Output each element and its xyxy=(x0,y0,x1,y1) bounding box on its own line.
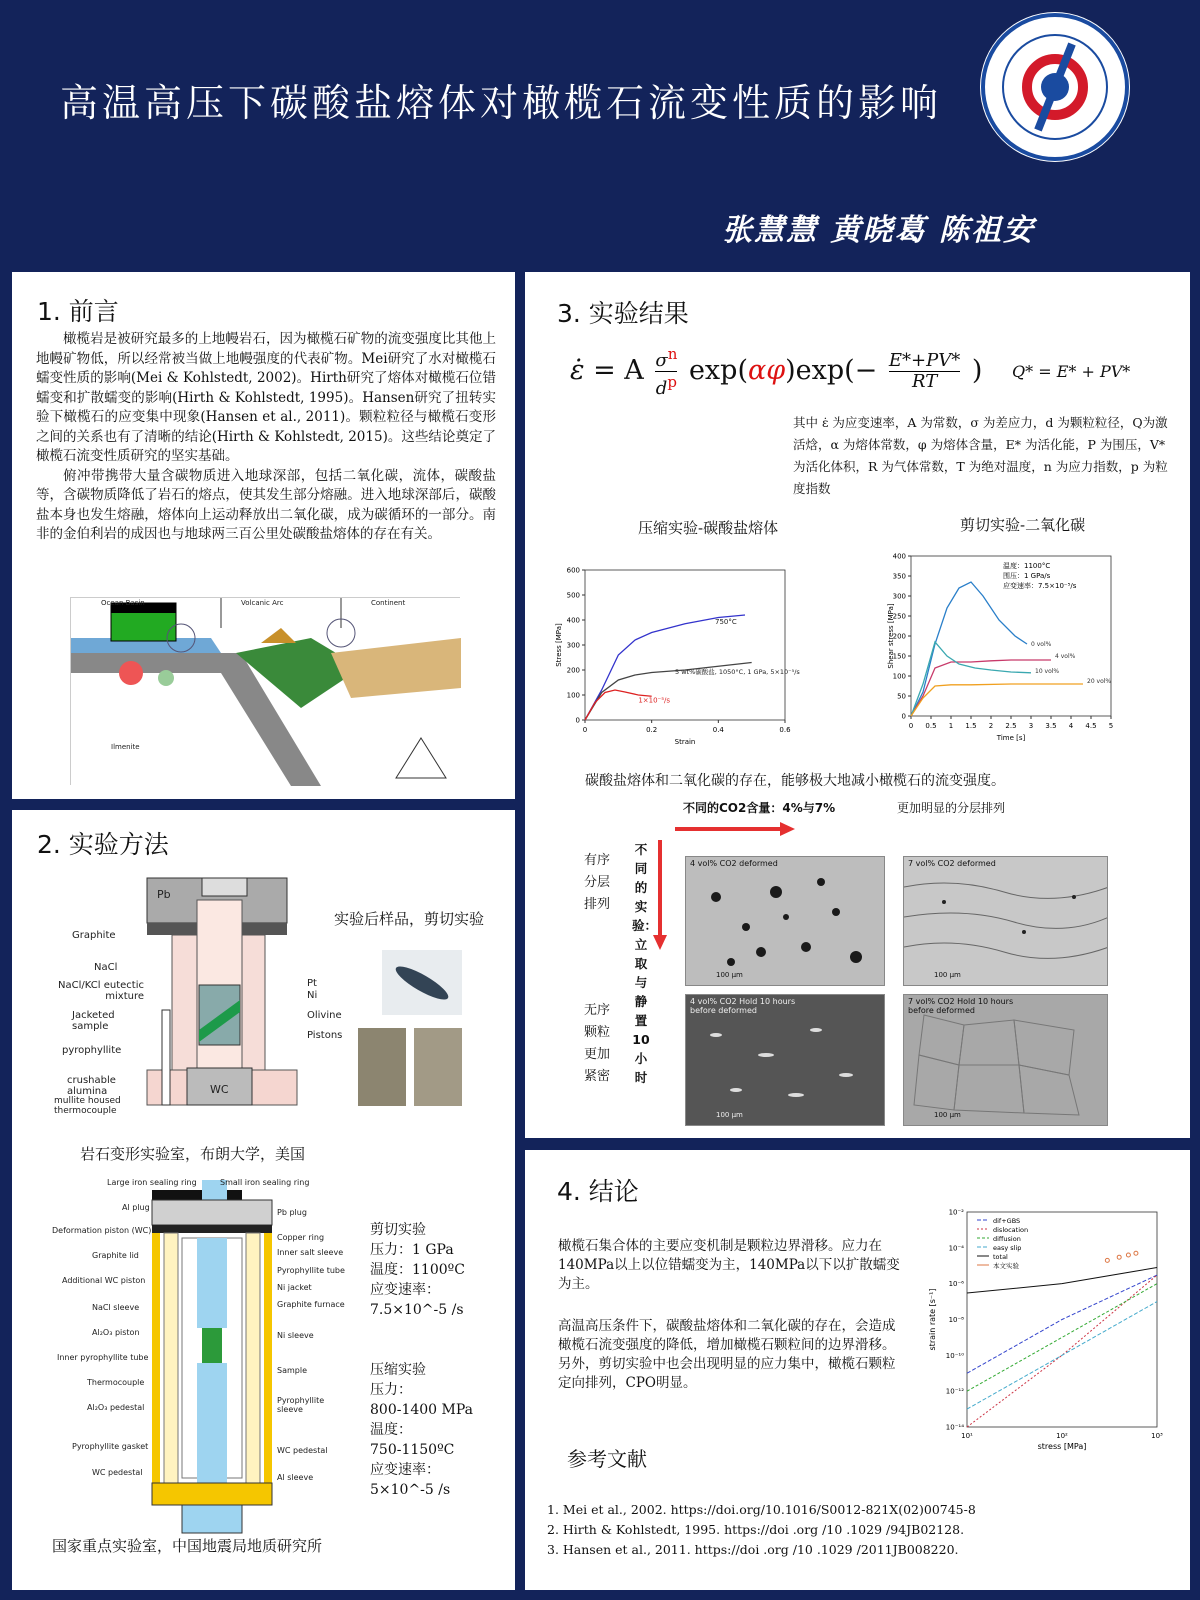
shear-line-2: 温度：1100ºC xyxy=(370,1262,465,1278)
compress-line-5: 应变速率： xyxy=(370,1462,440,1478)
assembly2-label-13: Pb plug xyxy=(277,1208,307,1217)
y-tick-label: 10⁻⁶ xyxy=(948,1280,964,1289)
x-tick-label: 4 xyxy=(1068,722,1074,730)
series-line-1 xyxy=(967,1275,1157,1427)
data-point-2 xyxy=(1126,1253,1130,1257)
activation-equation: Q* = E* + PV* xyxy=(1012,362,1131,381)
shear-line-1: 压力：1 GPa xyxy=(370,1242,454,1258)
sample-caption: 实验后样品，剪切实验 xyxy=(334,910,485,928)
plot-frame xyxy=(585,570,785,720)
y-axis-label: Shear stress [MPa] xyxy=(887,603,895,669)
series-line-0 xyxy=(911,582,1027,716)
series-line-2 xyxy=(911,642,1031,716)
section-conclusion xyxy=(525,1150,1190,1590)
assembly2-label-2: Al plug xyxy=(122,1203,150,1212)
lab1-caption: 岩石变形实验室，布朗大学，美国 xyxy=(80,1145,306,1163)
y-tick-label: 400 xyxy=(566,616,580,625)
y-tick-label: 0 xyxy=(901,712,906,721)
assembly-label-pt: Pt xyxy=(307,978,317,989)
conclusion-paragraph-1: 橄榄石集合体的主要应变机制是颗粒边界滑移。应力在140MPa以上以位错蠕变为主，140MPa以下以扩散蠕变为主。 xyxy=(558,1238,900,1292)
compress-line-1: 压力： xyxy=(370,1382,412,1398)
assembly-label-pistons: Pistons xyxy=(307,1030,343,1041)
shear-stress-time-chart xyxy=(885,550,1145,750)
diagram-label-ilmenite: Ilmenite xyxy=(111,743,140,751)
y-tick-label: 10⁻¹⁴ xyxy=(945,1423,964,1432)
y-tick-label: 350 xyxy=(892,572,906,581)
assembly2-label-4: Graphite lid xyxy=(92,1251,139,1260)
assembly2-label-16: Pyrophyllite tube xyxy=(277,1266,345,1275)
x-tick-label: 2 xyxy=(988,722,994,730)
chart2-series-label-0: 0 vol% xyxy=(1031,641,1052,648)
data-point-0 xyxy=(1105,1258,1109,1262)
section4-heading: 4. 结论 xyxy=(557,1177,639,1206)
micro-scale-4: 100 µm xyxy=(934,1111,961,1119)
x-tick-label: 3.5 xyxy=(1045,722,1057,730)
y-tick-label: 150 xyxy=(892,652,906,661)
shear-conditions xyxy=(370,1220,465,1320)
y-tick-label: 300 xyxy=(892,592,906,601)
legend-label-3: easy slip xyxy=(993,1244,1022,1252)
vertical-arrow xyxy=(653,840,667,950)
y-tick-label: 10⁻⁴ xyxy=(948,1244,964,1253)
shear-assembly-diagram xyxy=(42,870,343,1116)
plot-frame xyxy=(911,556,1111,716)
y-tick-label: 200 xyxy=(892,632,906,641)
series-line-3 xyxy=(967,1302,1157,1410)
series-line-3 xyxy=(911,684,1083,716)
x-tick-label: 0.5 xyxy=(925,722,937,730)
series-annotation-carbonate: 5 wt%碳酸盐, 1050°C, 1 GPa, 5×10⁻⁵/s xyxy=(675,667,800,676)
assembly2-label-17: Ni jacket xyxy=(277,1283,312,1292)
micrograph-4vol-hold xyxy=(685,994,885,1126)
y-tick-label: 400 xyxy=(892,552,906,561)
equation-explanation: 其中 ε̇ 为应变速率，A 为常数，σ 为差应力，d 为颗粒粒径，Q为激活焓，α 为熔体常数，φ 为熔体含量，E* 为活化能，P 为围压，V* 为活化体积，R 为气体常数，T 为绝对温度，n 为应力指数，p 为粒度指数 xyxy=(793,415,1168,496)
assembly-label-thermocouple: mullite housed thermocouple xyxy=(54,1096,121,1116)
y-tick-label: 500 xyxy=(566,591,580,600)
assembly2-label-3: Deformation piston (WC) xyxy=(52,1226,152,1235)
x-tick-label: 2.5 xyxy=(1005,722,1017,730)
micro-scale-1: 100 µm xyxy=(716,971,743,979)
x-tick-label: 0.4 xyxy=(712,726,724,734)
assembly2-label-11: Pyrophyllite gasket xyxy=(72,1442,149,1451)
series-annotation-750: 750°C xyxy=(715,617,737,626)
assembly-label-olivine: Olivine xyxy=(307,1010,342,1021)
assembly-label-pyrophyllite: pyrophyllite xyxy=(62,1045,122,1056)
assembly-label-nacl: NaCl xyxy=(94,962,118,973)
x-tick-label: 0.2 xyxy=(646,726,658,734)
compress-line-3: 温度： xyxy=(370,1422,412,1438)
micro-scale-3: 100 µm xyxy=(716,1111,743,1119)
diagram-label-ocean-basin: Ocean Basin xyxy=(101,599,145,607)
micrograph-4vol-deformed xyxy=(685,856,885,986)
y-tick-label: 10⁻¹² xyxy=(945,1387,964,1396)
section-methods xyxy=(12,810,515,1590)
intro-paragraph-2: 俯冲带携带大量含碳物质进入地球深部，包括二氧化碳，流体，碳酸盐等，含碳物质降低了岩石的熔点，使其发生部分熔融。进入地球深部后，碳酸盐本身也发生熔融，熔体向上运动释放出二氧化碳，成为碳循环的一部分。南非的金伯利岩的成因也与地球两三百公里处碳酸盐熔体的存在有关。 xyxy=(36,467,496,542)
chart1-title: 压缩实验-碳酸盐熔体 xyxy=(638,519,779,537)
compress-line-6: 5×10^-5 /s xyxy=(370,1482,451,1498)
compression-conditions xyxy=(370,1360,473,1500)
assembly-label-wc: WC xyxy=(210,1083,229,1096)
assembly2-label-23: Al sleeve xyxy=(277,1473,314,1482)
compress-line-2: 800-1400 MPa xyxy=(370,1402,474,1418)
section-results xyxy=(525,272,1190,1138)
legend-label-5: 本文实验 xyxy=(993,1262,1019,1270)
assembly-label-alumina: crushable alumina xyxy=(67,1075,116,1097)
micrograph-7vol-hold xyxy=(903,994,1108,1126)
shear-line-3: 应变速率： xyxy=(370,1282,440,1298)
y-tick-label: 10⁻⁸ xyxy=(948,1316,964,1324)
co2-content-label: 不同的CO2含量：4%与7% xyxy=(683,801,836,815)
x-tick-label: 0 xyxy=(582,726,588,734)
data-point-3 xyxy=(1134,1251,1138,1255)
micro-label-3: 4 vol% CO2 Hold 10 hours before deformed xyxy=(690,997,796,1015)
x-tick-label: 1.5 xyxy=(965,722,977,730)
y-tick-label: 100 xyxy=(892,672,906,681)
sample-photo-3 xyxy=(414,1028,462,1106)
assembly-label-ni: Ni xyxy=(307,990,318,1001)
assembly2-label-7: Al₂O₃ piston xyxy=(92,1328,140,1337)
layering-label: 更加明显的分层排列 xyxy=(897,801,1006,815)
x-tick-label: 0 xyxy=(908,722,914,730)
series-annotation-rate: 1×10⁻⁵/s xyxy=(638,696,671,705)
x-axis-label: Strain xyxy=(674,738,696,746)
shear-line-0: 剪切实验 xyxy=(370,1222,426,1238)
assembly-label-eutectic: NaCl/KCl eutectic mixture xyxy=(58,980,144,1002)
ordered-layer-label: 有序分层排列 xyxy=(583,853,610,912)
experiment-type-label: 不同的实验：立取与静置10小时 xyxy=(632,842,658,1085)
x-tick-label: 3 xyxy=(1028,722,1034,730)
chart2-series-label-2: 10 vol% xyxy=(1035,667,1060,675)
y-tick-label: 300 xyxy=(566,641,580,650)
micro-label-2: 7 vol% CO2 deformed xyxy=(908,859,996,868)
section-introduction xyxy=(12,272,515,799)
y-tick-label: 0 xyxy=(575,716,580,725)
assembly2-label-18: Graphite furnace xyxy=(277,1300,345,1309)
series-line-4 xyxy=(967,1267,1157,1293)
results-summary: 碳酸盐熔体和二氧化碳的存在，能够极大地减小橄榄石的流变强度。 xyxy=(585,773,1005,789)
y-tick-label: 10⁻¹⁰ xyxy=(945,1351,964,1360)
chart2-legend-0: 温度：1100°C xyxy=(1003,562,1051,570)
sample-photo-1 xyxy=(382,950,462,1015)
y-tick-label: 50 xyxy=(897,692,906,701)
assembly2-label-20: Sample xyxy=(277,1366,307,1375)
assembly2-label-12: WC pedestal xyxy=(92,1468,143,1477)
assembly2-label-1: Small iron sealing ring xyxy=(220,1178,310,1187)
legend-label-4: total xyxy=(993,1253,1008,1261)
author-list: 张慧慧 黄晓葛 陈祖安 xyxy=(722,213,1035,248)
legend-label-2: diffusion xyxy=(993,1235,1021,1243)
assembly2-label-9: Thermocouple xyxy=(87,1378,145,1387)
chart2-series-label-1: 4 vol% xyxy=(1055,653,1076,660)
micro-scale-2: 100 µm xyxy=(934,971,961,979)
chart2-legend-1: 围压：1 GPa/s xyxy=(1003,572,1051,580)
y-tick-label: 200 xyxy=(566,666,580,675)
intro-text xyxy=(36,330,496,545)
sample-photo-2 xyxy=(358,1028,406,1106)
y-tick-label: 100 xyxy=(566,691,580,700)
intro-paragraph-1: 橄榄岩是被研究最多的上地幔岩石，因为橄榄石矿物的流变强度比其他上地幔矿物低，所以经常被当做上地幔强度的代表矿物。Mei研究了水对橄榄石蠕变性质的影响(Mei & Kohlstedt, 2002)。Hirth研究了熔体对橄榄石位错蠕变和扩散蠕变的影响(Hirth & Kohlstedt, 1995)。Hansen研究了扭转实验下橄榄石的应变集中现象(Hansen et al., 2011)。颗粒粒径与橄榄石变形之间的关系也有了清晰的结论(Hirth & Kohlstedt, 2015)。这些结论奠定了橄榄石流变性质研究的坚实基础。 xyxy=(36,331,496,464)
reference-1: 1. Mei et al., 2002. https://doi.org/10.1016/S0012-821X(02)00745-8 xyxy=(547,1502,976,1517)
y-tick-label: 600 xyxy=(566,566,580,575)
section1-heading: 1. 前言 xyxy=(37,297,119,326)
diagram-label-continent: Continent xyxy=(371,599,406,607)
x-tick-label: 10² xyxy=(1056,1432,1068,1440)
x-tick-label: 0.6 xyxy=(779,726,791,734)
institution-logo xyxy=(980,12,1130,162)
assembly2-label-15: Inner salt sleeve xyxy=(277,1248,344,1257)
compress-line-4: 750-1150ºC xyxy=(370,1442,455,1458)
assembly2-label-6: NaCl sleeve xyxy=(92,1303,140,1312)
assembly2-label-0: Large iron sealing ring xyxy=(107,1178,197,1187)
section3-heading: 3. 实验结果 xyxy=(557,299,689,328)
legend-label-0: dif+GBS xyxy=(993,1217,1021,1225)
y-tick-label: 10⁻² xyxy=(948,1208,964,1217)
chart2-title: 剪切实验-二氧化碳 xyxy=(960,516,1086,534)
x-tick-label: 10³ xyxy=(1151,1432,1163,1440)
assembly-label-pb: Pb xyxy=(157,888,171,901)
assembly2-label-14: Copper ring xyxy=(277,1233,325,1242)
reference-3: 3. Hansen et al., 2011. https://doi .org /10 .1029 /2011JB008220. xyxy=(547,1542,959,1557)
assembly2-label-19: Ni sleeve xyxy=(277,1331,314,1340)
y-axis-label: strain rate [s⁻¹] xyxy=(928,1288,937,1351)
horizontal-arrow xyxy=(675,822,795,836)
shear-line-4: 7.5×10^-5 /s xyxy=(370,1302,464,1318)
assembly2-label-8: Inner pyrophyllite tube xyxy=(57,1353,149,1362)
assembly2-label-10: Al₂O₃ pedestal xyxy=(87,1403,145,1412)
data-point-1 xyxy=(1117,1255,1121,1259)
series-line-2 xyxy=(967,1284,1157,1392)
micro-label-4: 7 vol% CO2 Hold 10 hours before deformed xyxy=(908,997,1014,1015)
lab2-caption: 国家重点实验室，中国地震局地质研究所 xyxy=(52,1537,323,1555)
reference-2: 2. Hirth & Kohlstedt, 1995. https://doi .org /10 .1029 /94JB02128. xyxy=(547,1522,965,1537)
micrograph-7vol-deformed xyxy=(903,856,1108,986)
assembly-label-graphite: Graphite xyxy=(72,930,116,941)
x-tick-label: 10¹ xyxy=(961,1432,973,1440)
assembly2-label-21: Pyrophyllite sleeve xyxy=(277,1396,325,1414)
section2-heading: 2. 实验方法 xyxy=(37,830,169,859)
assembly-label-jacketed: Jacketed sample xyxy=(72,1010,115,1032)
strain-rate-stress-chart xyxy=(925,1202,1175,1472)
flow-law-equation: ε̇ = A $\frac{\sigma^n}{d^p}$ exp(αφ)exp(− $\frac{E*+PV*}{RT}$ ) xyxy=(570,345,983,399)
series-line-2 xyxy=(585,690,652,720)
assembly2-label-5: Additional WC piston xyxy=(62,1276,146,1285)
poster-header xyxy=(0,0,1200,265)
subduction-diagram xyxy=(70,597,460,785)
compression-stress-strain-chart xyxy=(553,562,813,752)
references-heading: 参考文献 xyxy=(567,1447,647,1471)
assembly2-label-22: WC pedestal xyxy=(277,1446,328,1455)
x-axis-label: stress [MPa] xyxy=(1037,1442,1087,1451)
micro-label-1: 4 vol% CO2 deformed xyxy=(690,859,778,868)
x-tick-label: 5 xyxy=(1108,722,1114,730)
poster-title: 高温高压下碳酸盐熔体对橄榄石流变性质的影响 xyxy=(60,81,943,125)
y-tick-label: 250 xyxy=(892,612,906,621)
y-axis-label: Stress [MPa] xyxy=(555,623,563,667)
compression-assembly-diagram xyxy=(52,1178,352,1538)
disordered-grain-label: 无序颗粒更加紧密 xyxy=(583,1003,610,1084)
chart2-legend-2: 应变速率：7.5×10⁻⁵/s xyxy=(1003,582,1077,590)
legend-label-1: dislocation xyxy=(993,1226,1029,1234)
compress-line-0: 压缩实验 xyxy=(370,1362,426,1378)
diagram-label-volcanic-arc: Volcanic Arc xyxy=(241,599,284,607)
conclusion-paragraph-2: 高温高压条件下，碳酸盐熔体和二氧化碳的存在，会造成橄榄石流变强度的降低，增加橄榄石颗粒间的边界滑移。另外，剪切实验中也会出现明显的应力集中，橄榄石颗粒定向排列，CPO明显。 xyxy=(558,1318,896,1391)
x-axis-label: Time [s] xyxy=(996,734,1026,742)
x-tick-label: 1 xyxy=(948,722,954,730)
x-tick-label: 4.5 xyxy=(1085,722,1097,730)
chart2-series-label-3: 20 vol% xyxy=(1087,678,1112,686)
